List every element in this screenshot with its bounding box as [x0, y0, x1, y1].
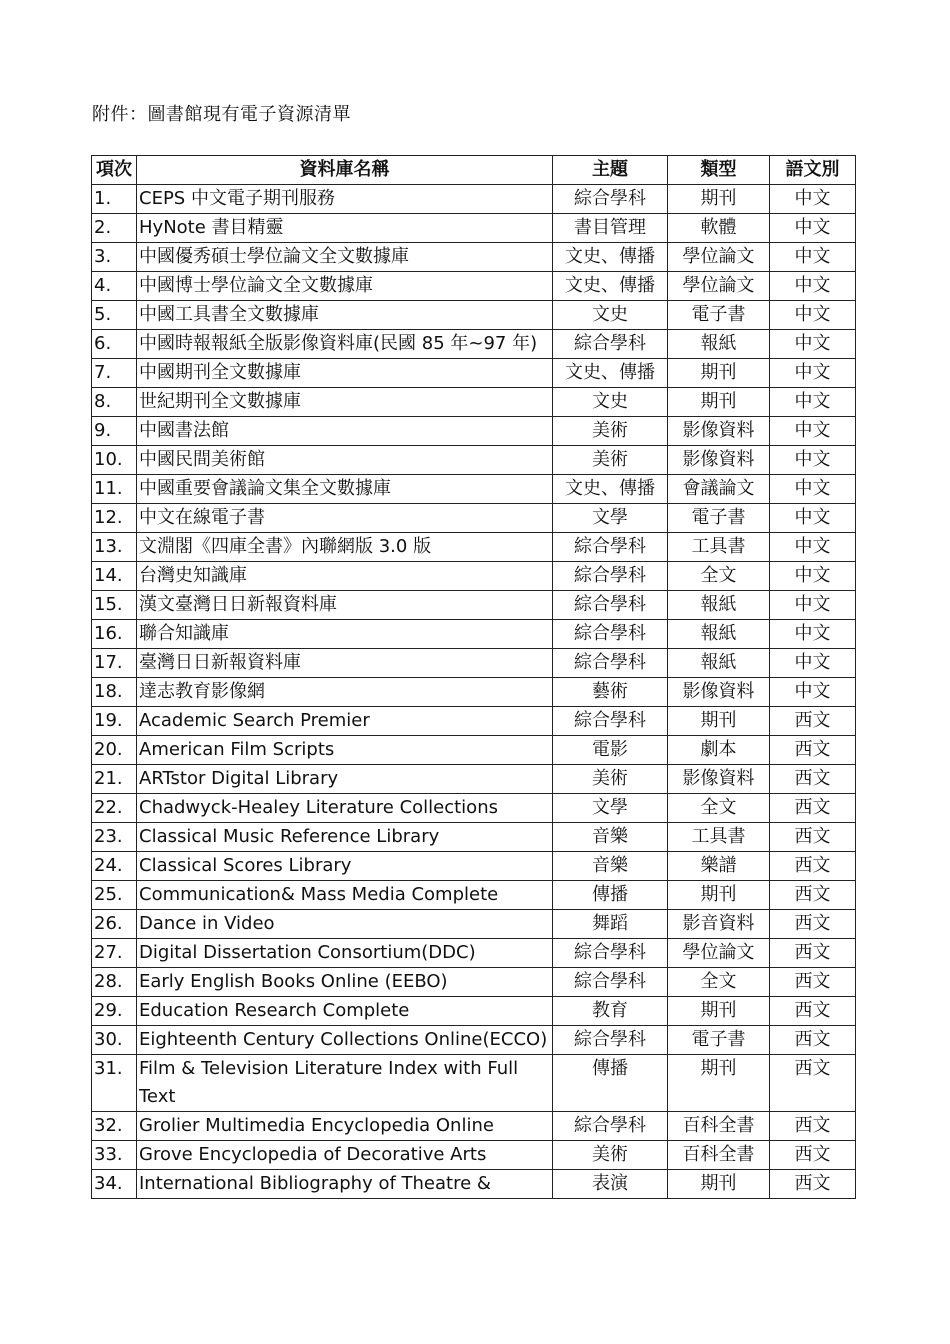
- row-number: 1.: [92, 185, 137, 214]
- resource-type: 期刊: [668, 388, 770, 417]
- table-row: [92, 794, 856, 823]
- row-number: 6.: [92, 330, 137, 359]
- database-name: Grolier Multimedia Encyclopedia Online: [137, 1112, 553, 1141]
- database-name: 中文在線電子書: [137, 504, 553, 533]
- language: 西文: [770, 736, 856, 765]
- row-number: 3.: [92, 243, 137, 272]
- subject: 音樂: [553, 852, 668, 881]
- language: 西文: [770, 997, 856, 1026]
- resource-table: [91, 155, 856, 1199]
- subject: 綜合學科: [553, 939, 668, 968]
- subject: 綜合學科: [553, 649, 668, 678]
- row-number: 33.: [92, 1141, 137, 1170]
- resource-type: 全文: [668, 794, 770, 823]
- table-row: [92, 1026, 856, 1055]
- resource-type: 報紙: [668, 649, 770, 678]
- row-number: 23.: [92, 823, 137, 852]
- resource-type: 期刊: [668, 185, 770, 214]
- subject: 美術: [553, 765, 668, 794]
- resource-type: 影像資料: [668, 765, 770, 794]
- database-name: ARTstor Digital Library: [137, 765, 553, 794]
- database-name: 達志教育影像網: [137, 678, 553, 707]
- language: 中文: [770, 243, 856, 272]
- subject: 藝術: [553, 678, 668, 707]
- resource-type: 報紙: [668, 330, 770, 359]
- table-row: [92, 997, 856, 1026]
- subject: 音樂: [553, 823, 668, 852]
- table-row: [92, 562, 856, 591]
- row-number: 30.: [92, 1026, 137, 1055]
- resource-type: 期刊: [668, 881, 770, 910]
- resource-type: 影像資料: [668, 678, 770, 707]
- database-name: International Bibliography of Theatre &: [137, 1170, 553, 1199]
- database-name: Academic Search Premier: [137, 707, 553, 736]
- table-row: [92, 272, 856, 301]
- database-name: 中國書法館: [137, 417, 553, 446]
- language: 西文: [770, 968, 856, 997]
- resource-type: 百科全書: [668, 1112, 770, 1141]
- resource-type: 期刊: [668, 997, 770, 1026]
- row-number: 4.: [92, 272, 137, 301]
- table-row: [92, 765, 856, 794]
- table-row: [92, 1141, 856, 1170]
- table-row: [92, 243, 856, 272]
- resource-type: 影像資料: [668, 446, 770, 475]
- database-name: 臺灣日日新報資料庫: [137, 649, 553, 678]
- row-number: 18.: [92, 678, 137, 707]
- language: 中文: [770, 533, 856, 562]
- resource-type: 期刊: [668, 707, 770, 736]
- language: 西文: [770, 881, 856, 910]
- resource-type: 百科全書: [668, 1141, 770, 1170]
- database-name: Film & Television Literature Index with Full Text: [137, 1055, 553, 1112]
- database-name: 中國重要會議論文集全文數據庫: [137, 475, 553, 504]
- row-number: 25.: [92, 881, 137, 910]
- resource-type: 影像資料: [668, 417, 770, 446]
- language: 中文: [770, 446, 856, 475]
- database-name: Eighteenth Century Collections Online(ECCO): [137, 1026, 553, 1055]
- subject: 美術: [553, 417, 668, 446]
- resource-type: 全文: [668, 968, 770, 997]
- database-name: 漢文臺灣日日新報資料庫: [137, 591, 553, 620]
- language: 西文: [770, 707, 856, 736]
- row-number: 17.: [92, 649, 137, 678]
- language: 中文: [770, 649, 856, 678]
- database-name: 中國工具書全文數據庫: [137, 301, 553, 330]
- table-row: [92, 1170, 856, 1199]
- table-header-row: [92, 156, 856, 185]
- column-header-database-name: 資料庫名稱: [137, 156, 553, 185]
- subject: 綜合學科: [553, 620, 668, 649]
- language: 中文: [770, 330, 856, 359]
- row-number: 7.: [92, 359, 137, 388]
- subject: 文史、傳播: [553, 475, 668, 504]
- table-row: [92, 823, 856, 852]
- table-row: [92, 881, 856, 910]
- subject: 綜合學科: [553, 533, 668, 562]
- database-name: Digital Dissertation Consortium(DDC): [137, 939, 553, 968]
- subject: 文史: [553, 301, 668, 330]
- table-row: [92, 475, 856, 504]
- language: 中文: [770, 678, 856, 707]
- table-row: [92, 620, 856, 649]
- subject: 綜合學科: [553, 707, 668, 736]
- resource-type: 學位論文: [668, 272, 770, 301]
- language: 西文: [770, 1112, 856, 1141]
- subject: 文學: [553, 794, 668, 823]
- subject: 傳播: [553, 881, 668, 910]
- database-name: 中國期刊全文數據庫: [137, 359, 553, 388]
- row-number: 22.: [92, 794, 137, 823]
- table-row: [92, 968, 856, 997]
- database-name: 聯合知識庫: [137, 620, 553, 649]
- resource-type: 會議論文: [668, 475, 770, 504]
- subject: 書目管理: [553, 214, 668, 243]
- subject: 表演: [553, 1170, 668, 1199]
- subject: 綜合學科: [553, 1112, 668, 1141]
- resource-type: 期刊: [668, 1055, 770, 1112]
- table-row: [92, 533, 856, 562]
- resource-type: 學位論文: [668, 939, 770, 968]
- column-header-language: 語文別: [770, 156, 856, 185]
- language: 西文: [770, 1141, 856, 1170]
- subject: 美術: [553, 1141, 668, 1170]
- table-row: [92, 1055, 856, 1112]
- table-row: [92, 910, 856, 939]
- table-row: [92, 417, 856, 446]
- database-name: Classical Music Reference Library: [137, 823, 553, 852]
- database-name: 文淵閣《四庫全書》內聯網版 3.0 版: [137, 533, 553, 562]
- language: 西文: [770, 794, 856, 823]
- database-name: Communication& Mass Media Complete: [137, 881, 553, 910]
- subject: 綜合學科: [553, 591, 668, 620]
- language: 中文: [770, 388, 856, 417]
- table-row: [92, 504, 856, 533]
- resource-type: 劇本: [668, 736, 770, 765]
- column-header-number: 項次: [92, 156, 137, 185]
- subject: 傳播: [553, 1055, 668, 1112]
- database-name: 中國時報報紙全版影像資料庫(民國 85 年~97 年): [137, 330, 553, 359]
- subject: 文史、傳播: [553, 272, 668, 301]
- subject: 美術: [553, 446, 668, 475]
- language: 中文: [770, 359, 856, 388]
- row-number: 31.: [92, 1055, 137, 1112]
- row-number: 8.: [92, 388, 137, 417]
- row-number: 20.: [92, 736, 137, 765]
- database-name: CEPS 中文電子期刊服務: [137, 185, 553, 214]
- row-number: 2.: [92, 214, 137, 243]
- subject: 文史、傳播: [553, 359, 668, 388]
- subject: 綜合學科: [553, 562, 668, 591]
- table-row: [92, 591, 856, 620]
- resource-type: 軟體: [668, 214, 770, 243]
- table-row: [92, 1112, 856, 1141]
- database-name: 世紀期刊全文數據庫: [137, 388, 553, 417]
- database-name: 中國優秀碩士學位論文全文數據庫: [137, 243, 553, 272]
- row-number: 12.: [92, 504, 137, 533]
- resource-type: 學位論文: [668, 243, 770, 272]
- resource-type: 樂譜: [668, 852, 770, 881]
- subject: 舞蹈: [553, 910, 668, 939]
- page-title: 附件：圖書館現有電子資源清單: [92, 104, 351, 125]
- subject: 文學: [553, 504, 668, 533]
- language: 西文: [770, 910, 856, 939]
- database-name: HyNote 書目精靈: [137, 214, 553, 243]
- resource-type: 工具書: [668, 533, 770, 562]
- row-number: 16.: [92, 620, 137, 649]
- table-row: [92, 446, 856, 475]
- language: 西文: [770, 823, 856, 852]
- row-number: 15.: [92, 591, 137, 620]
- language: 中文: [770, 562, 856, 591]
- resource-type: 期刊: [668, 359, 770, 388]
- subject: 綜合學科: [553, 968, 668, 997]
- row-number: 32.: [92, 1112, 137, 1141]
- language: 中文: [770, 475, 856, 504]
- language: 中文: [770, 591, 856, 620]
- resource-type: 報紙: [668, 620, 770, 649]
- resource-type: 電子書: [668, 504, 770, 533]
- row-number: 10.: [92, 446, 137, 475]
- table-row: [92, 185, 856, 214]
- resource-type: 電子書: [668, 301, 770, 330]
- resource-type: 全文: [668, 562, 770, 591]
- database-name: 中國博士學位論文全文數據庫: [137, 272, 553, 301]
- subject: 文史: [553, 388, 668, 417]
- database-name: 台灣史知識庫: [137, 562, 553, 591]
- database-name: Grove Encyclopedia of Decorative Arts: [137, 1141, 553, 1170]
- table-row: [92, 649, 856, 678]
- language: 中文: [770, 620, 856, 649]
- language: 中文: [770, 185, 856, 214]
- database-name: American Film Scripts: [137, 736, 553, 765]
- row-number: 28.: [92, 968, 137, 997]
- language: 中文: [770, 272, 856, 301]
- table-row: [92, 939, 856, 968]
- table-row: [92, 330, 856, 359]
- language: 西文: [770, 1026, 856, 1055]
- language: 中文: [770, 214, 856, 243]
- row-number: 5.: [92, 301, 137, 330]
- row-number: 9.: [92, 417, 137, 446]
- subject: 綜合學科: [553, 1026, 668, 1055]
- resource-type: 電子書: [668, 1026, 770, 1055]
- table-row: [92, 214, 856, 243]
- resource-type: 工具書: [668, 823, 770, 852]
- subject: 綜合學科: [553, 185, 668, 214]
- row-number: 11.: [92, 475, 137, 504]
- table-row: [92, 388, 856, 417]
- subject: 教育: [553, 997, 668, 1026]
- row-number: 19.: [92, 707, 137, 736]
- language: 中文: [770, 301, 856, 330]
- subject: 電影: [553, 736, 668, 765]
- resource-type: 期刊: [668, 1170, 770, 1199]
- database-name: Classical Scores Library: [137, 852, 553, 881]
- language: 中文: [770, 504, 856, 533]
- row-number: 26.: [92, 910, 137, 939]
- table-body: [92, 185, 856, 1199]
- row-number: 24.: [92, 852, 137, 881]
- row-number: 27.: [92, 939, 137, 968]
- table-row: [92, 301, 856, 330]
- row-number: 13.: [92, 533, 137, 562]
- language: 西文: [770, 1055, 856, 1112]
- language: 西文: [770, 765, 856, 794]
- column-header-subject: 主題: [553, 156, 668, 185]
- language: 西文: [770, 939, 856, 968]
- table-row: [92, 707, 856, 736]
- row-number: 21.: [92, 765, 137, 794]
- resource-type: 影音資料: [668, 910, 770, 939]
- table-row: [92, 852, 856, 881]
- language: 中文: [770, 417, 856, 446]
- database-name: Early English Books Online (EEBO): [137, 968, 553, 997]
- column-header-type: 類型: [668, 156, 770, 185]
- row-number: 29.: [92, 997, 137, 1026]
- database-name: Chadwyck-Healey Literature Collections: [137, 794, 553, 823]
- database-name: 中國民間美術館: [137, 446, 553, 475]
- row-number: 34.: [92, 1170, 137, 1199]
- resource-type: 報紙: [668, 591, 770, 620]
- table-row: [92, 359, 856, 388]
- subject: 綜合學科: [553, 330, 668, 359]
- database-name: Education Research Complete: [137, 997, 553, 1026]
- table-row: [92, 736, 856, 765]
- language: 西文: [770, 852, 856, 881]
- table-row: [92, 678, 856, 707]
- database-name: Dance in Video: [137, 910, 553, 939]
- language: 西文: [770, 1170, 856, 1199]
- row-number: 14.: [92, 562, 137, 591]
- subject: 文史、傳播: [553, 243, 668, 272]
